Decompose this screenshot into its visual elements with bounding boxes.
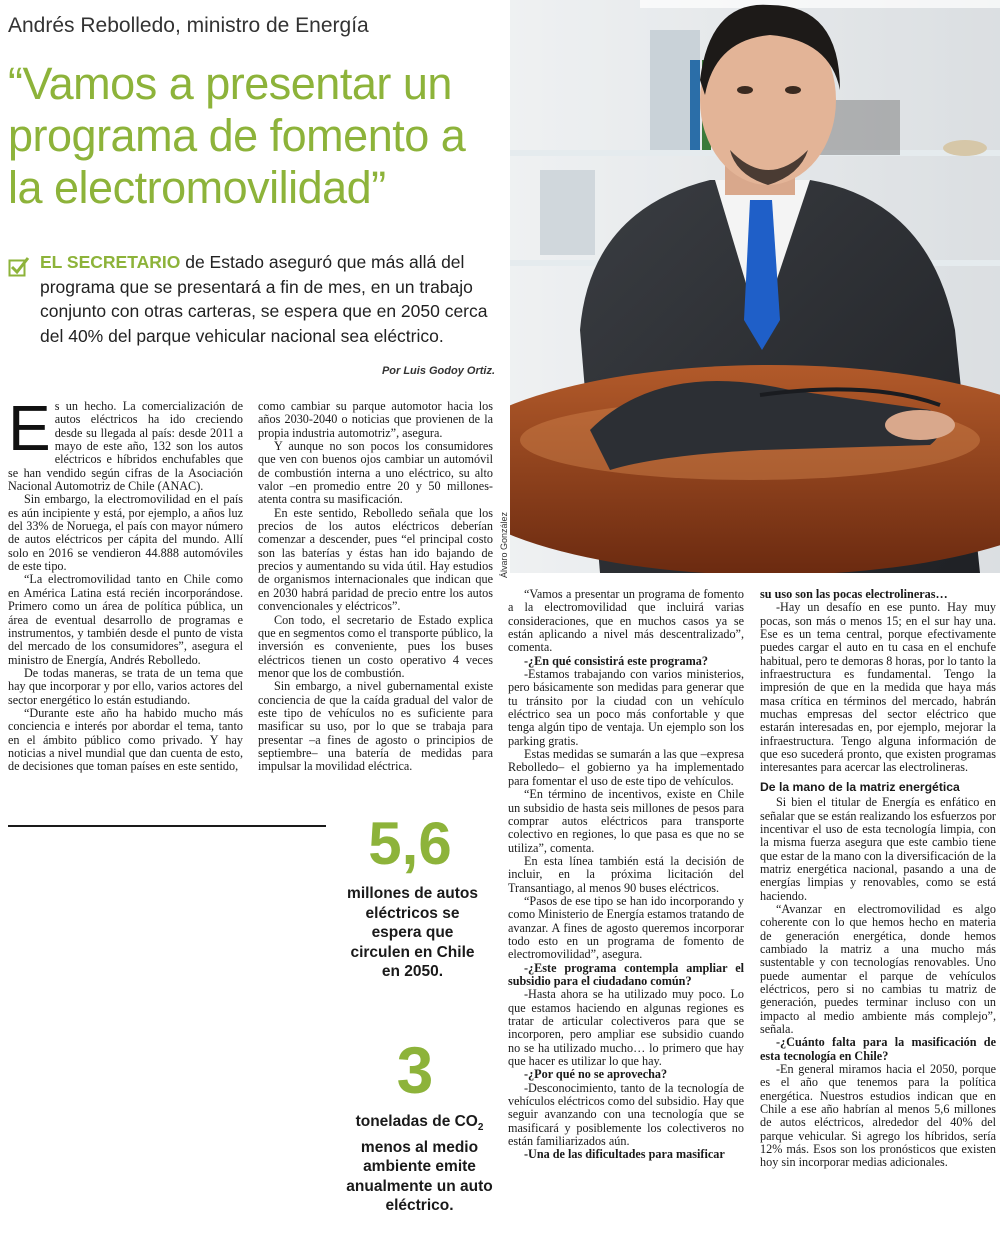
stat-caption-1: millones de autos eléctricos se espera que circulen en Chile en 2050. — [347, 885, 478, 980]
section-subheading: De la mano de la matriz energética — [760, 779, 960, 794]
stat-number-2: 3 — [396, 1033, 434, 1107]
paragraph: “Durante este año ha habido mucho más conciencia e interés por abordar el tema, tanto en el ámbito público como privado. Y hay noticias a nivel mundial que dan cuenta de esto, de decisiones que toman países en este sentido, — [8, 705, 243, 774]
interview-question: -¿Cuánto falta para la masificación de esta tecnología en Chile? — [760, 1035, 996, 1063]
kicker: Andrés Rebolledo, ministro de Energía — [8, 14, 369, 37]
paragraph: como cambiar su parque automotor hacia los años 2030-2040 o noticias que provienen de la propia industria automotriz”, asegura. — [258, 400, 493, 440]
stat-caption-2-text-cont: menos al medio ambiente emite anualmente un auto eléctrico. — [346, 1138, 493, 1215]
photo-credit-text: Álvaro González — [499, 511, 509, 578]
paragraph: Sin embargo, a nivel gubernamental existe conciencia de que la caída gradual del valor de este tipo de vehículos no es suficiente para masificar su uso, por lo que se trabaja para presentar –a fines de agosto o principios de septiembre– una batería de medidas para impulsar la movilidad eléctrica. — [258, 679, 493, 774]
paragraph: “Pasos de ese tipo se han ido incorporando y como Ministerio de Energía estamos tratando de avanzar. A fines de agosto queremos incorporar todo esto en un programa de fomento de electromovilidad”, asegura. — [508, 893, 744, 962]
paragraph: “Vamos a presentar un programa de fomento a la electromovilidad que incluirá varias consideraciones, que en muchos casos ya se están aplicando a nivel más descentralizado”, comenta. — [508, 588, 744, 655]
paragraph: En este sentido, Rebolledo señala que los precios de los autos eléctricos deberían comenzar a descender, pues “el principal costo son las baterías y éstas han ido bajando de precios y aumentando su vida útil. Hay estudios de organismos internacionales que indican que en 2030 habrá paridad de precio entre los autos convencionales y eléctricos”. — [258, 505, 493, 614]
interview-question: -¿En qué consistirá este programa? — [524, 653, 708, 668]
photo-credit — [497, 500, 511, 580]
lead-text: de Estado aseguró que más allá del programa que se presentará a fin de mes, en un trabajo conjunto con otras carteras, se espera que en 2050 cerca del 40% del parque vehicular nacional sea eléctrico. — [40, 252, 488, 346]
paragraph: “La electromovilidad tanto en Chile como en América Latina está recién incorporándose. Primero como un área de política pública, un área de eventual desarrollo de programas e instrumentos, y también desde el punto de vista del mercado de los consumidores”, asegura el ministro de Energía, Andrés Rebolledo. — [8, 572, 243, 667]
stat-caption-2 — [342, 1112, 497, 1216]
paragraph: “En término de incentivos, existe en Chile un subsidio de hasta seis millones de pesos para comprar autos eléctricos para transporte colectivo en regiones, lo que pasa es que no se utiliza”, comenta. — [508, 787, 744, 855]
stat-caption-2-text: toneladas de CO — [355, 1113, 478, 1130]
paragraph-text: s un hecho. La comercialización de autos eléctricos ha ido creciendo desde su llegada al país: desde 2011 a mayo de este año, 132 son los autos eléctricos e híbridos enchufables que se han vendido según cifras de la Asociación Nacional Automotriz de Chile (ANAC). — [8, 400, 243, 494]
paragraph: Con todo, el secretario de Estado explica que en segmentos como el transporte público, la inversión es conveniente, pues los buses eléctricos tienen un costo operativo 4 veces menor que los de combustión. — [258, 612, 493, 680]
stat-number-1: 5,6 — [368, 810, 452, 877]
interview-answer: -Hasta ahora se ha utilizado muy poco. Lo que estamos haciendo en algunas regiones es tratar de articular colectiveros para que se incorporen, pero ampliar ese subsidio cuando no se ha utilizado mucho… lo primero que hay que hacer es utilizar lo que hay. — [508, 987, 744, 1069]
photo-illustration — [510, 0, 1000, 573]
interview-question: -¿Este programa contempla ampliar el subsidio para el ciudadano común? — [508, 960, 744, 988]
interview-answer: -En general miramos hacia el 2050, porque es el año que tenemos para la política energética. Nuestros estudios indican que en Chile a ese año habrían al menos 5,6 millones de autos eléctricos, alrededor del 40% del parque vehicular. Si agrego los híbridos, sería 12% más. Esos son los pronósticos que existen hoy sin incorporar medias adicionales. — [760, 1062, 996, 1170]
paragraph: Si bien el titular de Energía es enfático en señalar que se están realizando los esfuerzos por incentivar el uso de esta tecnología limpia, con la misma fuerza asegura que este cambio tiene que estar de la mano con la diversificación de la matriz energética nacional, pasando a una de energías limpias y renovables, como se está haciendo. — [760, 795, 996, 903]
paragraph: Y aunque no son pocos los consumidores que ven con buenos ojos cambiar un automóvil de combustión interna a uno eléctrico, su alto valor –en promedio entre 20 y 50 millones- atenta contra su masificación. — [258, 439, 493, 507]
divider — [8, 825, 326, 827]
stat-caption-2-subscript: 2 — [477, 1122, 484, 1134]
headline: “Vamos a presentar un programa de fomento a la electromovilidad” — [8, 58, 466, 213]
article-column-2 — [258, 400, 493, 810]
interview-question: -Una de las dificultades para masificar — [524, 1147, 725, 1162]
interview-answer: -Hay un desafío en ese punto. Hay muy pocas, son más o menos 15; en el sur hay una. Ese es un tema central, porque efectivamente puedes cargar el auto en tu casa en el enchufe habitual, pero te demoras 8 horas, por lo tanto la infraestructura es fundamental. Tengo la impresión de que en la medida que haya más masa crítica en términos del mercado, habrán muchas empresas del sector eléctrico que estarán interesadas en, por ejemplo, mejorar la infraestructura. Tengo alguna información de que eso sucederá pronto, que existen programas interesantes para acercar las electrolineras. — [760, 600, 996, 775]
interview-answer: -Desconocimiento, tanto de la tecnología de vehículos eléctricos como del subsidio. Hay que seguir avanzando con una tecnología que se masificará y posiblemente los colectiveros no están familiarizados aún. — [508, 1080, 744, 1149]
article-column-4 — [760, 588, 996, 1228]
interview-question: -¿Por qué no se aprovecha? — [524, 1067, 668, 1082]
paragraph: Sin embargo, la electromovilidad en el país es aún incipiente y está, por ejemplo, a años luz del 33% de Noruega, el país con mayor número de autos eléctricos per cápita del mundo. Allí solo en 2016 se vendieron 44.888 automóviles de este tipo. — [8, 492, 243, 574]
interview-question: su uso son las pocas electrolineras… — [760, 588, 948, 601]
checkbox-icon — [8, 256, 30, 278]
article-column-3 — [508, 588, 744, 1228]
minister-photo — [510, 0, 1000, 573]
lead-paragraph — [40, 250, 500, 348]
paragraph: En esta línea también está la decisión de incluir, en la próxima licitación del Transantiago, al menos 90 buses eléctricos. — [508, 853, 744, 895]
drop-cap: E — [8, 400, 51, 464]
paragraph — [8, 400, 243, 493]
paragraph: Estas medidas se sumarán a las que –expresa Rebolledo– el gobierno ya ha implementado para fomentar el uso de este tipo de vehículos. — [508, 747, 744, 788]
byline: Por Luis Godoy Ortiz. — [381, 365, 495, 377]
article-column-1 — [8, 400, 243, 810]
paragraph: “Avanzar en electromovilidad es algo coherente con lo que hemos hecho en materia de generación energética, donde hemos cambiado la matriz a una mucho más sustentable y con tecnologías renovables. Uno puede aumentar el parque de vehículos eléctricos, pero si no cambias tu matriz de generación, puedes terminar incluso con un impacto al medio ambiente más complejo”, señala. — [760, 901, 996, 1036]
lead-highlight: EL SECRETARIO — [40, 252, 181, 272]
paragraph: De todas maneras, se trata de un tema que hay que incorporar y por ello, varios actores del sector energético lo están estudiando. — [8, 665, 243, 707]
interview-answer: -Estamos trabajando con varios ministerios, pero básicamente son medidas para generar que tu tránsito por la ciudad con un vehículo eléctrico sea un poco más confortable y que tenga algún tipo de ventaja. Un ejemplo son los parking gratis. — [508, 667, 744, 748]
